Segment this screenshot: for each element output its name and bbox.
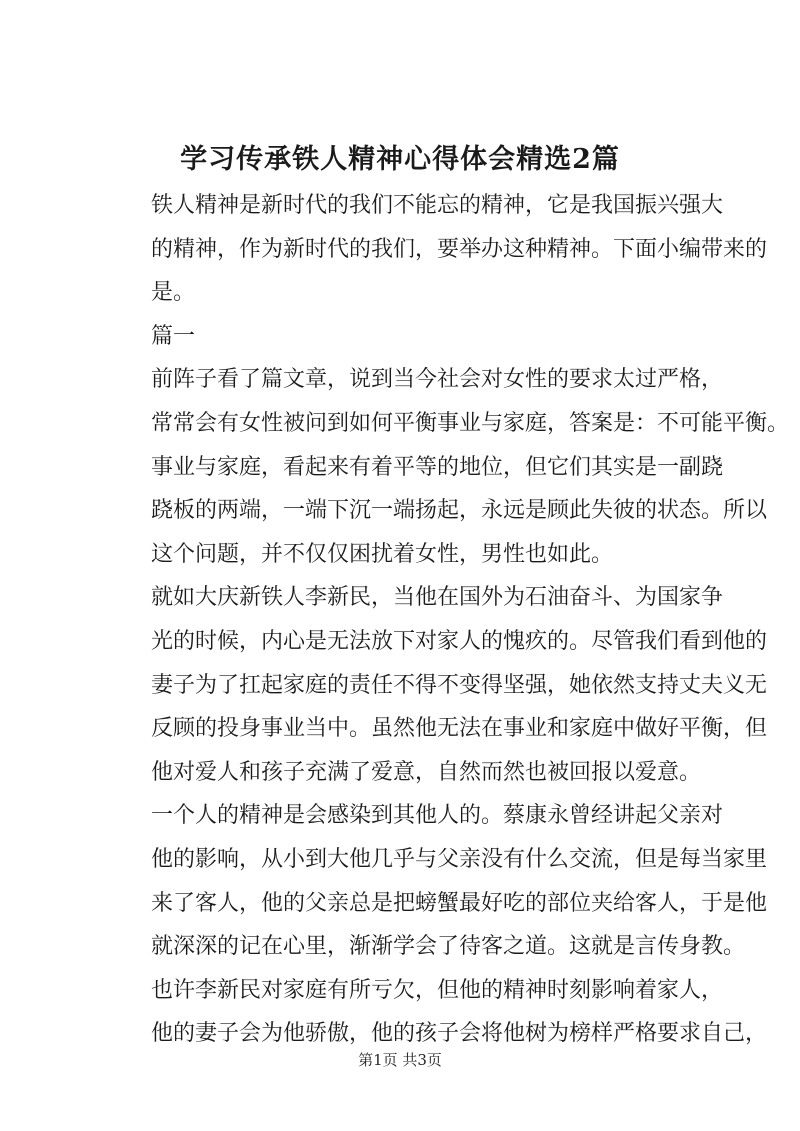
text-line: 他的妻子会为他骄傲，他的孩子会将他树为榜样严格要求自己， — [151, 1021, 768, 1047]
text-line: 铁人精神是新时代的我们不能忘的精神，它是我国振兴强大 — [151, 193, 724, 218]
text-line: 他对爱人和孩子充满了爱意，自然而然也被回报以爱意。 — [151, 759, 702, 785]
text-line: 篇一 — [151, 323, 196, 349]
text-line: 他的影响，从小到大他几乎与父亲没有什么交流，但是每当家里 — [151, 846, 768, 872]
text-line: 事业与家庭，看起来有着平等的地位，但它们其实是一副跷 — [151, 454, 724, 480]
page-footer: 第1页 共3页 — [358, 1051, 442, 1069]
text-line: 这个问题，并不仅仅困扰着女性，男性也如此。 — [151, 541, 614, 567]
text-line: 就如大庆新铁人李新民，当他在国外为石油奋斗、为国家争 — [151, 585, 724, 611]
paragraph — [107, 794, 768, 968]
text-line: 一个人的精神是会感染到其他人的。蔡康永曾经讲起父亲对 — [151, 803, 724, 829]
text-line: 妻子为了扛起家庭的责任不得不变得坚强，她依然支持丈夫义无 — [151, 672, 768, 698]
text-line: 的精神，作为新时代的我们，要举办这种精神。下面小编带来的 — [151, 236, 768, 262]
paragraph — [107, 446, 768, 577]
paragraph — [107, 969, 768, 1056]
text-line: 前阵子看了篇文章，说到当今社会对女性的要求太过严格， — [151, 367, 724, 393]
text-line: 常常会有女性被问到如何平衡事业与家庭，答案是：不可能平衡。 — [151, 410, 790, 436]
document-body — [107, 184, 790, 1056]
document-title: 学习传承铁人精神心得体会精选2篇 — [180, 144, 620, 175]
text-line: 光的时候，内心是无法放下对家人的愧疚的。尽管我们看到他的 — [151, 628, 768, 654]
text-line: 就深深的记在心里，渐渐学会了待客之道。这就是言传身教。 — [151, 934, 746, 960]
text-line: 来了客人，他的父亲总是把螃蟹最好吃的部位夹给客人，于是他 — [151, 890, 768, 916]
text-line: 是。 — [151, 280, 196, 306]
text-line: 反顾的投身事业当中。虽然他无法在事业和家庭中做好平衡，但 — [151, 716, 768, 742]
text-line: 跷板的两端，一端下沉一端扬起，永远是顾此失彼的状态。所以 — [151, 498, 768, 524]
section-heading — [107, 315, 707, 359]
text-line: 也许李新民对家庭有所亏欠，但他的精神时刻影响着家人， — [151, 977, 724, 1003]
paragraph — [107, 358, 790, 445]
paragraph — [107, 576, 768, 794]
paragraph-intro — [107, 184, 768, 315]
